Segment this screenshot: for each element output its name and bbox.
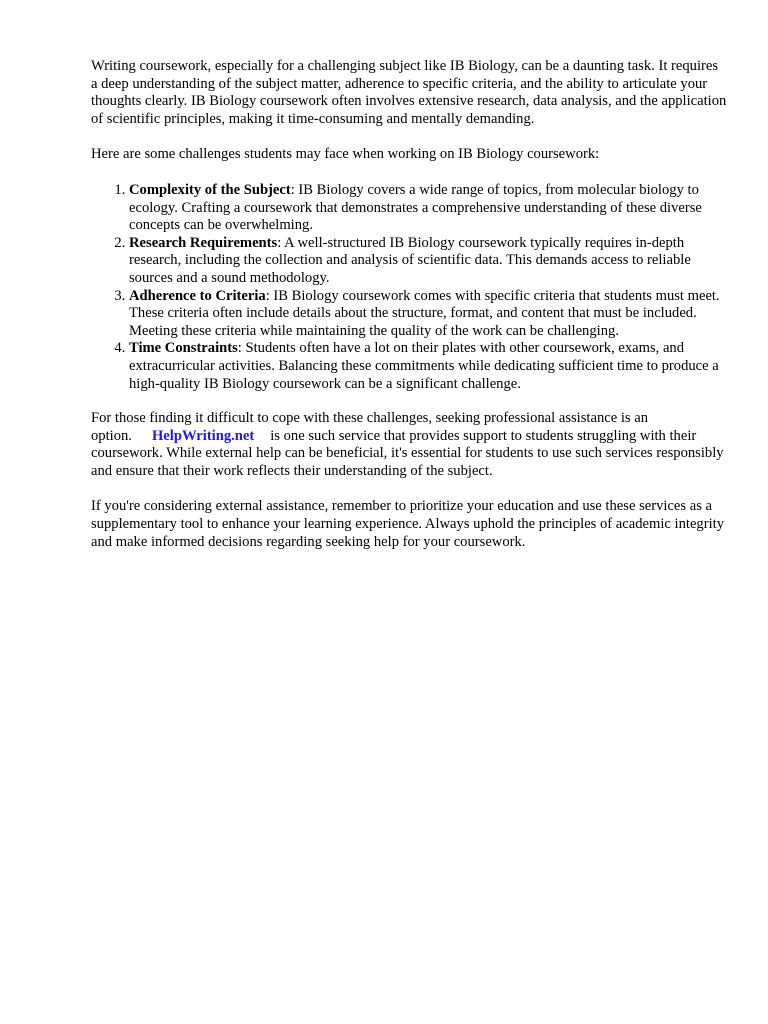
document-page xyxy=(91,58,727,569)
list-item-text: : A well-structured IB Biology coursework typically requires in-depth research, including the collection and analysis of scientific data. This demands access to reliable sources and a sound methodology. xyxy=(129,234,691,286)
intro-paragraph: Writing coursework, especially for a challenging subject like IB Biology, can be a daunting task. It requires a deep understanding of the subject matter, adherence to specific criteria, and the ability to articulate your thoughts clearly. IB Biology coursework often involves extensive research, data analysis, and the application of scientific principles, making it time-consuming and mentally demanding. xyxy=(91,58,727,127)
challenges-list xyxy=(91,182,727,393)
list-item-text: : IB Biology coursework comes with specific criteria that students must meet. These criteria often include details about the structure, format, and content that must be included. Meeting these criteria while maintaining the quality of the work can be challenging. xyxy=(129,287,720,339)
assistance-text-before: For those finding it difficult to cope with these challenges, seeking professional assistance is an option. xyxy=(91,410,649,444)
assistance-paragraph xyxy=(91,410,727,480)
list-item-title: Adherence to Criteria xyxy=(129,287,266,304)
list-item xyxy=(129,288,727,341)
closing-paragraph: If you're considering external assistance, remember to prioritize your education and use these services as a supplementary tool to enhance your learning experience. Always uphold the principles of academic integrity and make informed decisions regarding seeking help for your coursework. xyxy=(91,498,724,550)
list-item xyxy=(129,340,727,393)
helpwriting-link[interactable]: HelpWriting.net xyxy=(151,427,255,444)
list-item-title: Complexity of the Subject xyxy=(129,181,291,198)
list-item xyxy=(129,182,727,235)
list-item-title: Time Constraints xyxy=(129,340,238,357)
list-item-text: : Students often have a lot on their plates with other coursework, exams, and extracurricular activities. Balancing these commitments while dedicating sufficient time to produce a high-quality IB Biology coursework can be a significant challenge. xyxy=(129,340,719,392)
list-item-title: Research Requirements xyxy=(129,234,278,251)
list-item-text: : IB Biology covers a wide range of topics, from molecular biology to ecology. Crafting a coursework that demonstrates a comprehensive understanding of these diverse concepts can be overwhelming. xyxy=(129,181,702,234)
assistance-text-after: is one such service that provides support to students struggling with their coursework. While external help can be beneficial, it's essential for students to use such services responsibly and ensure that their work reflects their understanding of the subject. xyxy=(91,427,724,479)
list-item xyxy=(129,235,727,288)
challenges-lead-paragraph: Here are some challenges students may face when working on IB Biology coursework: xyxy=(91,146,600,163)
